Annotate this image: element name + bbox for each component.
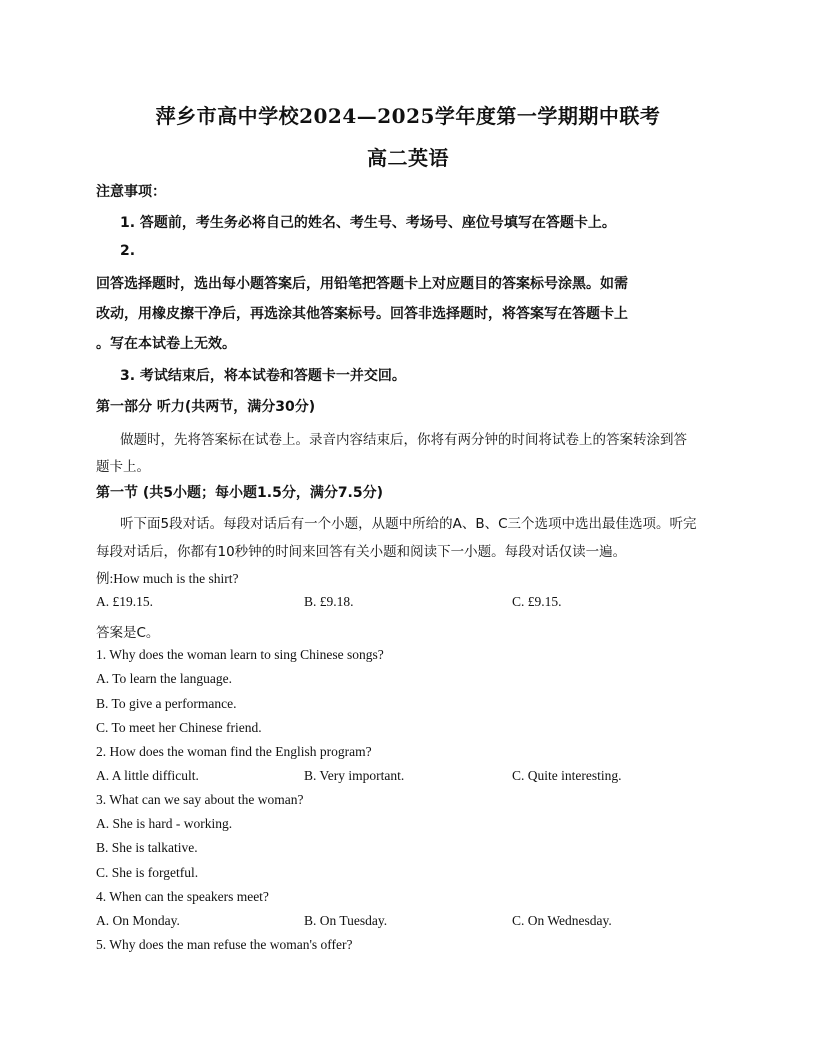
notice-item-2-line-2: 改动，用橡皮擦干净后，再选涂其他答案标号。回答非选择题时，将答案写在答题卡上 — [96, 306, 628, 322]
part1-intro-line-1: 做题时，先将答案标在试卷上。录音内容结束后，你将有两分钟的时间将试卷上的答案转涂到答 — [120, 432, 687, 448]
question-2: 2. How does the woman find the English program? — [96, 744, 372, 759]
exam-subtitle: 高二英语 — [367, 146, 449, 170]
notice-item-2-number: 2. — [120, 243, 136, 259]
question-5: 5. Why does the man refuse the woman's offer? — [96, 937, 353, 952]
question-1-option-c: C. To meet her Chinese friend. — [96, 720, 262, 735]
part1-intro-line-2: 题卡上。 — [96, 459, 150, 475]
question-2-option-c: C. Quite interesting. — [512, 768, 622, 783]
section1-heading: 第一节 (共5小题；每小题1.5分，满分7.5分) — [96, 485, 384, 501]
question-3: 3. What can we say about the woman? — [96, 792, 304, 807]
question-1-option-a: A. To learn the language. — [96, 671, 233, 686]
question-3-option-b: B. She is talkative. — [96, 840, 198, 855]
exam-title: 萍乡市高中学校2024—2025学年度第一学期期中联考 — [155, 104, 661, 128]
question-1-option-b: B. To give a performance. — [96, 696, 237, 711]
notice-item-3: 3. 考试结束后，将本试卷和答题卡一并交回。 — [120, 368, 406, 384]
section1-intro-line-1: 听下面5段对话。每段对话后有一个小题，从题中所给的A、B、C三个选项中选出最佳选项。听完 — [120, 516, 697, 532]
question-4-option-a: A. On Monday. — [96, 913, 180, 928]
question-4: 4. When can the speakers meet? — [96, 889, 269, 904]
question-1: 1. Why does the woman learn to sing Chinese songs? — [96, 647, 384, 662]
example-answer: 答案是C。 — [96, 625, 160, 641]
example-question: 例:How much is the shirt? — [96, 571, 239, 586]
question-3-option-c: C. She is forgetful. — [96, 865, 199, 880]
notice-item-2-line-3: 。写在本试卷上无效。 — [96, 336, 236, 352]
example-option-b: B. £9.18. — [304, 594, 354, 609]
question-4-option-c: C. On Wednesday. — [512, 913, 612, 928]
notice-heading: 注意事项： — [96, 184, 166, 200]
part1-heading: 第一部分 听力(共两节，满分30分) — [96, 399, 316, 415]
question-2-option-a: A. A little difficult. — [96, 768, 199, 783]
notice-item-1: 1. 答题前，考生务必将自己的姓名、考生号、考场号、座位号填写在答题卡上。 — [120, 215, 616, 231]
question-2-option-b: B. Very important. — [304, 768, 405, 783]
question-4-option-b: B. On Tuesday. — [304, 913, 388, 928]
example-option-c: C. £9.15. — [512, 594, 562, 609]
example-option-a: A. £19.15. — [96, 594, 153, 609]
question-3-option-a: A. She is hard - working. — [96, 816, 233, 831]
notice-item-2-line-1: 回答选择题时，选出每小题答案后，用铅笔把答题卡上对应题目的答案标号涂黑。如需 — [96, 276, 628, 292]
section1-intro-line-2: 每段对话后，你都有10秒钟的时间来回答有关小题和阅读下一小题。每段对话仅读一遍。 — [96, 544, 627, 560]
